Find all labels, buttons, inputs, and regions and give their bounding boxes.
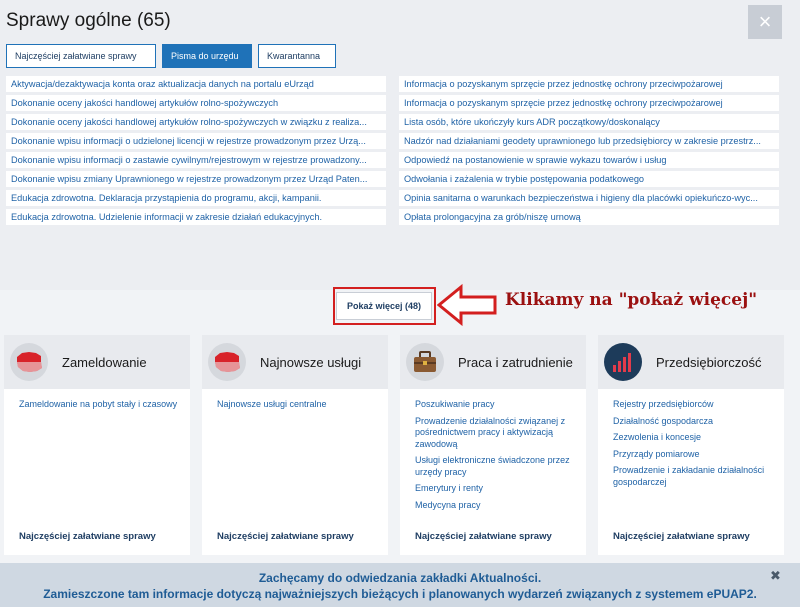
service-link[interactable]: Dokonanie wpisu zmiany Uprawnionego w rejestrze prowadzonym przez Urząd Paten... (6, 171, 386, 187)
card-link[interactable]: Najnowsze usługi centralne (217, 399, 327, 409)
card-link[interactable]: Medycyna pracy (415, 499, 481, 510)
card-header (598, 335, 784, 389)
service-list-right (399, 76, 779, 228)
card-footer-link[interactable]: Najczęściej załatwiane sprawy (19, 531, 156, 542)
card-link[interactable]: Działalność gospodarcza (613, 415, 714, 426)
card-link[interactable]: Rejestry przedsiębiorców (613, 399, 714, 409)
card-link[interactable]: Poszukiwanie pracy (415, 399, 495, 409)
service-link[interactable]: Edukacja zdrowotna. Deklaracja przystąpienia do programu, akcji, kampanii. (6, 190, 386, 206)
service-link[interactable]: Opłata prolongacyjna za grób/niszę urnową (399, 209, 779, 225)
card-link[interactable]: Przyrządy pomiarowe (613, 448, 700, 459)
category-modal (0, 0, 800, 290)
annotation-text: Klikamy na "pokaż więcej" (505, 290, 758, 310)
show-more-button[interactable]: Pokaż więcej (48) (336, 292, 432, 320)
service-list-left (6, 76, 386, 228)
bar-chart-icon (604, 343, 642, 381)
service-link[interactable]: Odpowiedź na postanowienie w sprawie wykazu towarów i usług (399, 152, 779, 168)
highlight-box (333, 287, 436, 325)
service-link[interactable]: Edukacja zdrowotna. Udzielenie informacji w zakresie działań edukacyjnych. (6, 209, 386, 225)
card-title: Praca i zatrudnienie (458, 355, 573, 370)
service-link[interactable]: Aktywacja/dezaktywacja konta oraz aktualizacja danych na portalu eUrząd (6, 76, 386, 92)
service-link[interactable]: Dokonanie wpisu informacji o zastawie cywilnym/rejestrowym w rejestrze prowadzony... (6, 152, 386, 168)
service-link[interactable]: Odwołania i zażalenia w trybie postępowania podatkowego (399, 171, 779, 187)
news-notice-bar (0, 563, 800, 607)
service-link[interactable]: Opinia sanitarna o warunkach bezpieczeństwa i higieny dla placówki opiekuńczo-wyc... (399, 190, 779, 206)
close-icon[interactable]: × (748, 5, 782, 39)
category-card-business (598, 335, 784, 555)
card-link[interactable]: Zameldowanie na pobyt stały i czasowy (19, 399, 178, 409)
card-links (613, 399, 773, 493)
service-link[interactable]: Dokonanie wpisu informacji o udzielonej licencji w rejestrze prowadzonym przez Urzą... (6, 133, 386, 149)
service-link[interactable]: Dokonanie oceny jakości handlowej artykułów rolno-spożywczych w związku z realiza... (6, 114, 386, 130)
poland-map-icon (208, 343, 246, 381)
service-link[interactable]: Informacja o pozyskanym sprzęcie przez jednostkę ochrony przeciwpożarowej (399, 76, 779, 92)
left-arrow-icon (437, 283, 499, 327)
service-link[interactable]: Dokonanie oceny jakości handlowej artykułów rolno-spożywczych (6, 95, 386, 111)
card-header (4, 335, 190, 389)
briefcase-icon (406, 343, 444, 381)
card-links (19, 399, 179, 416)
card-links (415, 399, 575, 516)
card-link[interactable]: Emerytury i renty (415, 483, 484, 493)
category-card-registration (4, 335, 190, 555)
card-footer-link[interactable]: Najczęściej załatwiane sprawy (415, 531, 552, 542)
card-title: Zameldowanie (62, 355, 147, 370)
tab-bar (6, 44, 336, 68)
tab-most-common[interactable]: Najczęściej załatwiane sprawy (6, 44, 156, 68)
card-title: Przedsiębiorczość (656, 355, 762, 370)
notice-line-1: Zachęcamy do odwiedzania zakładki Aktualności. (258, 571, 542, 585)
card-link[interactable]: Prowadzenie działalności związanej z pośrednictwem pracy i aktywizacją zawodową (415, 415, 566, 449)
notice-line-2: Zamieszczone tam informacje dotyczą najważniejszych bieżących i planowanych wydarzeń związanych z systemem ePUAP2. (43, 587, 757, 601)
card-header (400, 335, 586, 389)
card-link[interactable]: Zezwolenia i koncesje (613, 432, 702, 442)
modal-title: Sprawy ogólne (65) (6, 10, 171, 31)
service-link[interactable]: Informacja o pozyskanym sprzęcie przez jednostkę ochrony przeciwpożarowej (399, 95, 779, 111)
card-footer-link[interactable]: Najczęściej załatwiane sprawy (613, 531, 750, 542)
tab-letters-to-office[interactable]: Pisma do urzędu (162, 44, 252, 68)
card-header (202, 335, 388, 389)
card-link[interactable]: Usługi elektroniczne świadczone przez urzędy pracy (415, 455, 570, 477)
category-card-newest-services (202, 335, 388, 555)
poland-map-icon (10, 343, 48, 381)
category-card-work (400, 335, 586, 555)
card-title: Najnowsze usługi (260, 355, 362, 370)
service-link[interactable]: Nadzór nad działaniami geodety uprawnionego lub przedsiębiorcy w zakresie przestrz... (399, 133, 779, 149)
service-link[interactable]: Lista osób, które ukończyły kurs ADR początkowy/doskonalący (399, 114, 779, 130)
card-footer-link[interactable]: Najczęściej załatwiane sprawy (217, 531, 354, 542)
tab-quarantine[interactable]: Kwarantanna (258, 44, 336, 68)
card-links (217, 399, 377, 416)
close-icon[interactable]: ✖ (770, 568, 781, 583)
card-link[interactable]: Prowadzenie i zakładanie działalności gospodarczej (613, 465, 765, 487)
